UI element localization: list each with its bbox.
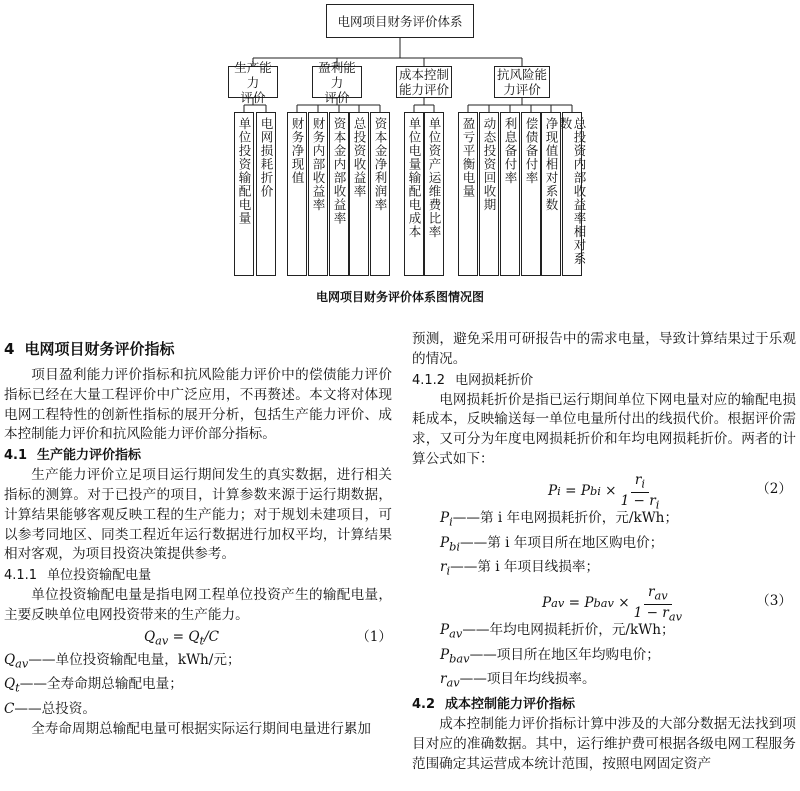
right-column bbox=[412, 330, 796, 774]
equation-number: （3） bbox=[756, 592, 792, 609]
indicator-label: 利息备付率 bbox=[503, 117, 518, 185]
definition-line: $P_{bi}——$第 i 年项目所在地区购电价； bbox=[440, 534, 664, 554]
indicator-label: 电网损耗折价 bbox=[259, 117, 274, 198]
definition-line: $Q_{av}——$单位投资输配电量，kWh/元； bbox=[4, 651, 241, 671]
subsection-heading-4-2 bbox=[412, 694, 796, 715]
definition-line: $P_{av}——$年均电网损耗折价，元/kWh； bbox=[440, 621, 675, 641]
category-production-box: 生产能力 评价 bbox=[228, 66, 278, 98]
paragraph: 电网损耗折价是指已运行期间单位下网电量对应的输配电损耗成本，反映输送每一单位电量所付出的线损代价。根据评价需求，又可分为年度电网损耗折价和年均电网损耗折价。两者的计算公式如下： bbox=[412, 391, 796, 467]
subsubsection-number: 4.1.1 bbox=[4, 568, 38, 584]
subsubsection-title: 单位投资输配电量 bbox=[47, 568, 152, 584]
subsection-title: 成本控制能力评价指标 bbox=[445, 697, 576, 713]
paragraph: 成本控制能力评价指标计算中涉及的大部分数据无法找到项目对应的准确数据。其中，运行维护费可根据各级电网工程服务范围确定其运营成本统计范围，按照电网固定资产 bbox=[412, 716, 796, 772]
subsection-number: 4.2 bbox=[412, 697, 436, 713]
subsubsection-heading-4-1-2 bbox=[412, 370, 796, 391]
indicator-label: 偿债备付率 bbox=[524, 117, 539, 185]
indicator-label: 单位电量输配电成本 bbox=[407, 117, 422, 239]
equation-number: （1） bbox=[356, 628, 392, 645]
left-column bbox=[4, 338, 392, 740]
indicator-box bbox=[370, 112, 390, 276]
indicator-box bbox=[329, 112, 349, 276]
paragraph: 预测，避免采用可研报告中的需求电量，导致计算结果过于乐观的情况。 bbox=[412, 331, 796, 367]
equation-body: P av = P bav × $\frac{r_{av}}{1 - r_{av}}$ bbox=[542, 583, 682, 624]
diagram-caption: 电网项目财务评价体系图情况图 bbox=[315, 290, 484, 304]
indicator-box bbox=[308, 112, 328, 276]
paragraph: 全寿命周期总输配电量可根据实际运行期间电量进行累加 bbox=[31, 721, 372, 738]
category-cost-control-box: 成本控制 能力评价 bbox=[396, 66, 452, 98]
subsection-number: 4.1 bbox=[4, 448, 28, 464]
indicator-label: 动态投资回收期 bbox=[482, 117, 497, 212]
indicator-box bbox=[558, 112, 587, 276]
indicator-box bbox=[349, 112, 369, 276]
definition-line: $P_i——$第 i 年电网损耗折价，元/kWh； bbox=[440, 509, 679, 529]
section-number: 4 bbox=[4, 340, 15, 358]
equation-3 bbox=[412, 582, 796, 624]
definition-line: $r_i——$第 i 年项目线损率； bbox=[440, 559, 600, 578]
subsubsection-number: 4.1.2 bbox=[412, 372, 446, 388]
subsubsection-title: 电网损耗折价 bbox=[455, 372, 534, 388]
indicator-box bbox=[521, 112, 541, 276]
indicator-box bbox=[256, 112, 276, 276]
equation-number: （2） bbox=[756, 480, 792, 497]
definition-line: C——总投资。 bbox=[4, 701, 96, 718]
indicator-label: 总投资收益率 bbox=[352, 117, 367, 198]
subsubsection-heading-4-1-1 bbox=[4, 565, 392, 586]
diagram-connectors bbox=[0, 0, 800, 290]
paragraph: 单位投资输配电量是指电网工程单位投资产生的输配电量，主要反映单位电网投资带来的生产能力。 bbox=[4, 587, 392, 623]
subsection-title: 生产能力评价指标 bbox=[37, 448, 142, 464]
indicator-label: 财务净现值 bbox=[290, 117, 305, 185]
indicator-label: 单位投资输配电量 bbox=[237, 117, 252, 225]
indicator-box bbox=[500, 112, 520, 276]
financial-evaluation-diagram bbox=[0, 0, 800, 304]
subsection-heading-4-1 bbox=[4, 445, 392, 466]
indicator-box bbox=[458, 112, 478, 276]
equation-body: P i = P bi × $\frac{r_i}{1 - r_i}$ bbox=[548, 471, 660, 512]
indicator-label: 资本金内部收益率 bbox=[332, 117, 347, 225]
indicator-label: 财务内部收益率 bbox=[311, 117, 326, 212]
category-profitability-box: 盈利能力 评价 bbox=[312, 66, 362, 98]
section-title: 电网项目财务评价指标 bbox=[24, 340, 175, 358]
paragraph: 生产能力评价立足项目运行期间发生的真实数据，进行相关指标的测算。对于已投产的项目，计算参数来源于运行期数据，计算结果能够客观反映工程的生产能力；对于规划未建项目，可以参考同地区、同类工程近年运行数据进行加权平均，计算结果相对客观，为项目投资决策提供参考。 bbox=[4, 467, 392, 563]
section-heading-4 bbox=[4, 338, 392, 360]
definition-line: $Q_t——$全寿命期总输配电量； bbox=[4, 676, 183, 696]
indicator-box bbox=[234, 112, 254, 276]
indicator-label: 资本金净利润率 bbox=[373, 117, 388, 212]
indicator-label: 总投资内部收益率相对系数 bbox=[558, 117, 587, 266]
indicator-box bbox=[424, 112, 444, 276]
paragraph: 项目盈利能力评价指标和抗风险能力评价中的偿债能力评价指标已经在大量工程评价中广泛应用，不再赘述。本文将对体现电网工程特性的创新性指标的展开分析，包括生产能力评价、成本控制能力评价和抗风险能力评价部分指标。 bbox=[4, 367, 392, 443]
equation-2 bbox=[412, 470, 796, 512]
indicator-label: 单位资产运维费比率 bbox=[427, 117, 442, 239]
indicator-box bbox=[404, 112, 424, 276]
equation-body: $Q_{av} = Q_t/C$ bbox=[144, 628, 220, 648]
equation-1 bbox=[4, 626, 392, 650]
definition-line: $P_{bav}——$项目所在地区年均购电价； bbox=[440, 646, 660, 666]
indicator-label: 净现值相对系数 bbox=[544, 117, 559, 212]
diagram-root-box: 电网项目财务评价体系 bbox=[326, 4, 474, 38]
indicator-label: 盈亏平衡电量 bbox=[461, 117, 476, 198]
category-risk-box: 抗风险能 力评价 bbox=[494, 66, 550, 98]
definition-line: $r_{av}——$项目年均线损率。 bbox=[440, 671, 596, 691]
indicator-box bbox=[479, 112, 499, 276]
indicator-box bbox=[287, 112, 307, 276]
